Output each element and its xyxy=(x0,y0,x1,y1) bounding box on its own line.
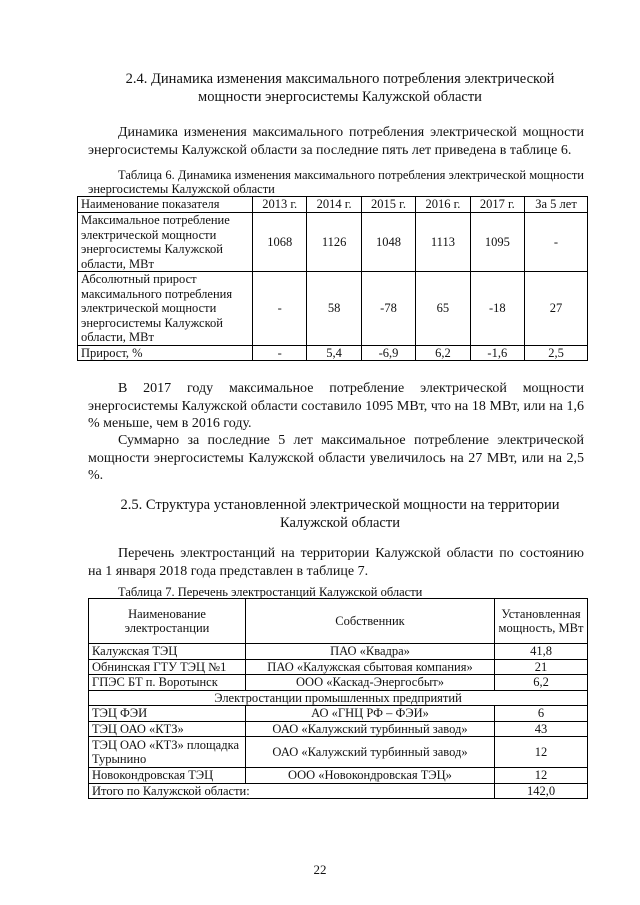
table7-industrial-header: Электростанции промышленных предприятий xyxy=(89,690,588,706)
table6-cell: - xyxy=(253,272,307,346)
table7-station: ТЭЦ ОАО «КТЗ» площадка Турынино xyxy=(89,737,246,768)
table-row xyxy=(89,768,588,784)
table6-cell: 65 xyxy=(416,272,470,346)
table7-capacity: 41,8 xyxy=(495,644,588,660)
table6-cell: 6,2 xyxy=(416,345,470,361)
table6-cell: - xyxy=(253,345,307,361)
table7 xyxy=(88,598,588,799)
table6-header: 2016 г. xyxy=(416,197,470,213)
table6-header: 2014 г. xyxy=(307,197,361,213)
table7-station: Обнинская ГТУ ТЭЦ №1 xyxy=(89,659,246,675)
table7-station: ТЭЦ ФЭИ xyxy=(89,706,246,722)
table6-cell: -1,6 xyxy=(470,345,524,361)
table7-total-label: Итого по Калужской области: xyxy=(89,783,495,799)
section-2-5-heading xyxy=(80,496,600,532)
table7-capacity: 6,2 xyxy=(495,675,588,691)
section-2-4-intro: Динамика изменения максимального потребления электрической мощности энергосистемы Калужской области за последние пять лет приведена в таблице 6. xyxy=(88,125,584,158)
table6-row-label: Прирост, % xyxy=(78,345,253,361)
section-2-5-intro: Перечень электростанций на территории Калужской области по состоянию на 1 января 2018 года представлен в таблице 7. xyxy=(88,546,584,579)
table6-summary-paragraph-2: Суммарно за последние 5 лет максимальное потребление электрической мощности энергосистемы Калужской области увеличилось на 27 МВт, или на 2,5 %. xyxy=(88,433,584,483)
table6-cell: 1126 xyxy=(307,213,361,272)
table6-cell: 2,5 xyxy=(525,345,588,361)
section-2-4-heading xyxy=(80,70,600,106)
table-row xyxy=(89,737,588,768)
table7-header-station: Наименование электростанции xyxy=(89,599,246,644)
table6-cell: 58 xyxy=(307,272,361,346)
section-2-5-heading-line1: 2.5. Структура установленной электрической мощности на территории xyxy=(120,497,560,513)
table6-cell: - xyxy=(525,213,588,272)
table-row xyxy=(89,659,588,675)
table-row xyxy=(89,675,588,691)
page-number: 22 xyxy=(313,862,327,877)
table7-capacity: 21 xyxy=(495,659,588,675)
table6-summary-paragraph-1: В 2017 году максимальное потребление электрической мощности энергосистемы Калужской области составило 1095 МВт, что на 18 МВт, или на 1,6 % меньше, чем в 2016 году. xyxy=(88,381,584,431)
table-row xyxy=(78,345,588,361)
table6-cell: 1048 xyxy=(361,213,415,272)
table7-owner: ООО «Каскад-Энергосбыт» xyxy=(246,675,495,691)
table7-owner: ООО «Новокондровская ТЭЦ» xyxy=(246,768,495,784)
table-row xyxy=(78,213,588,272)
table-row xyxy=(89,721,588,737)
table7-owner: ПАО «Квадра» xyxy=(246,644,495,660)
table6-caption: Таблица 6. Динамика изменения максимального потребления электрической мощности энергосистемы Калужской области xyxy=(88,168,584,196)
table6-header-row xyxy=(78,197,588,213)
table7-owner: ОАО «Калужский турбинный завод» xyxy=(246,737,495,768)
section-2-5-heading-line2: Калужской области xyxy=(280,515,400,531)
table7-total-value: 142,0 xyxy=(495,783,588,799)
table7-header-owner: Собственник xyxy=(246,599,495,644)
table7-owner: ПАО «Калужская сбытовая компания» xyxy=(246,659,495,675)
table7-capacity: 43 xyxy=(495,721,588,737)
table6 xyxy=(77,196,588,361)
table6-cell: 1068 xyxy=(253,213,307,272)
table6-header: За 5 лет xyxy=(525,197,588,213)
table6-header: 2015 г. xyxy=(361,197,415,213)
table6-cell: 27 xyxy=(525,272,588,346)
table7-total-row xyxy=(89,783,588,799)
table7-station: ТЭЦ ОАО «КТЗ» xyxy=(89,721,246,737)
section-2-4-heading-line1: 2.4. Динамика изменения максимального потребления электрической xyxy=(125,71,555,87)
table7-capacity: 12 xyxy=(495,737,588,768)
table7-caption: Таблица 7. Перечень электростанций Калужской области xyxy=(118,585,423,599)
table6-cell: 5,4 xyxy=(307,345,361,361)
table7-station: Новокондровская ТЭЦ xyxy=(89,768,246,784)
table7-capacity: 12 xyxy=(495,768,588,784)
table7-station: ГПЭС БТ п. Воротынск xyxy=(89,675,246,691)
table-row xyxy=(89,706,588,722)
table7-header-capacity: Установленная мощность, МВт xyxy=(495,599,588,644)
table6-row-label: Максимальное потребление электрической мощности энергосистемы Калужской области, МВт xyxy=(78,213,253,272)
table6-cell: 1095 xyxy=(470,213,524,272)
table-row xyxy=(89,644,588,660)
table6-cell: -18 xyxy=(470,272,524,346)
table6-header: 2013 г. xyxy=(253,197,307,213)
table7-capacity: 6 xyxy=(495,706,588,722)
table6-cell: -78 xyxy=(361,272,415,346)
table7-header-row xyxy=(89,599,588,644)
table7-group-header-row xyxy=(89,690,588,706)
table6-header: 2017 г. xyxy=(470,197,524,213)
table7-station: Калужская ТЭЦ xyxy=(89,644,246,660)
table6-cell: 1113 xyxy=(416,213,470,272)
table6-cell: -6,9 xyxy=(361,345,415,361)
table7-owner: АО «ГНЦ РФ – ФЭИ» xyxy=(246,706,495,722)
table6-header: Наименование показателя xyxy=(78,197,253,213)
section-2-4-heading-line2: мощности энергосистемы Калужской области xyxy=(198,89,482,105)
table7-owner: ОАО «Калужский турбинный завод» xyxy=(246,721,495,737)
table6-row-label: Абсолютный прирост максимального потребления электрической мощности энергосистемы Калужской области, МВт xyxy=(78,272,253,346)
table-row xyxy=(78,272,588,346)
